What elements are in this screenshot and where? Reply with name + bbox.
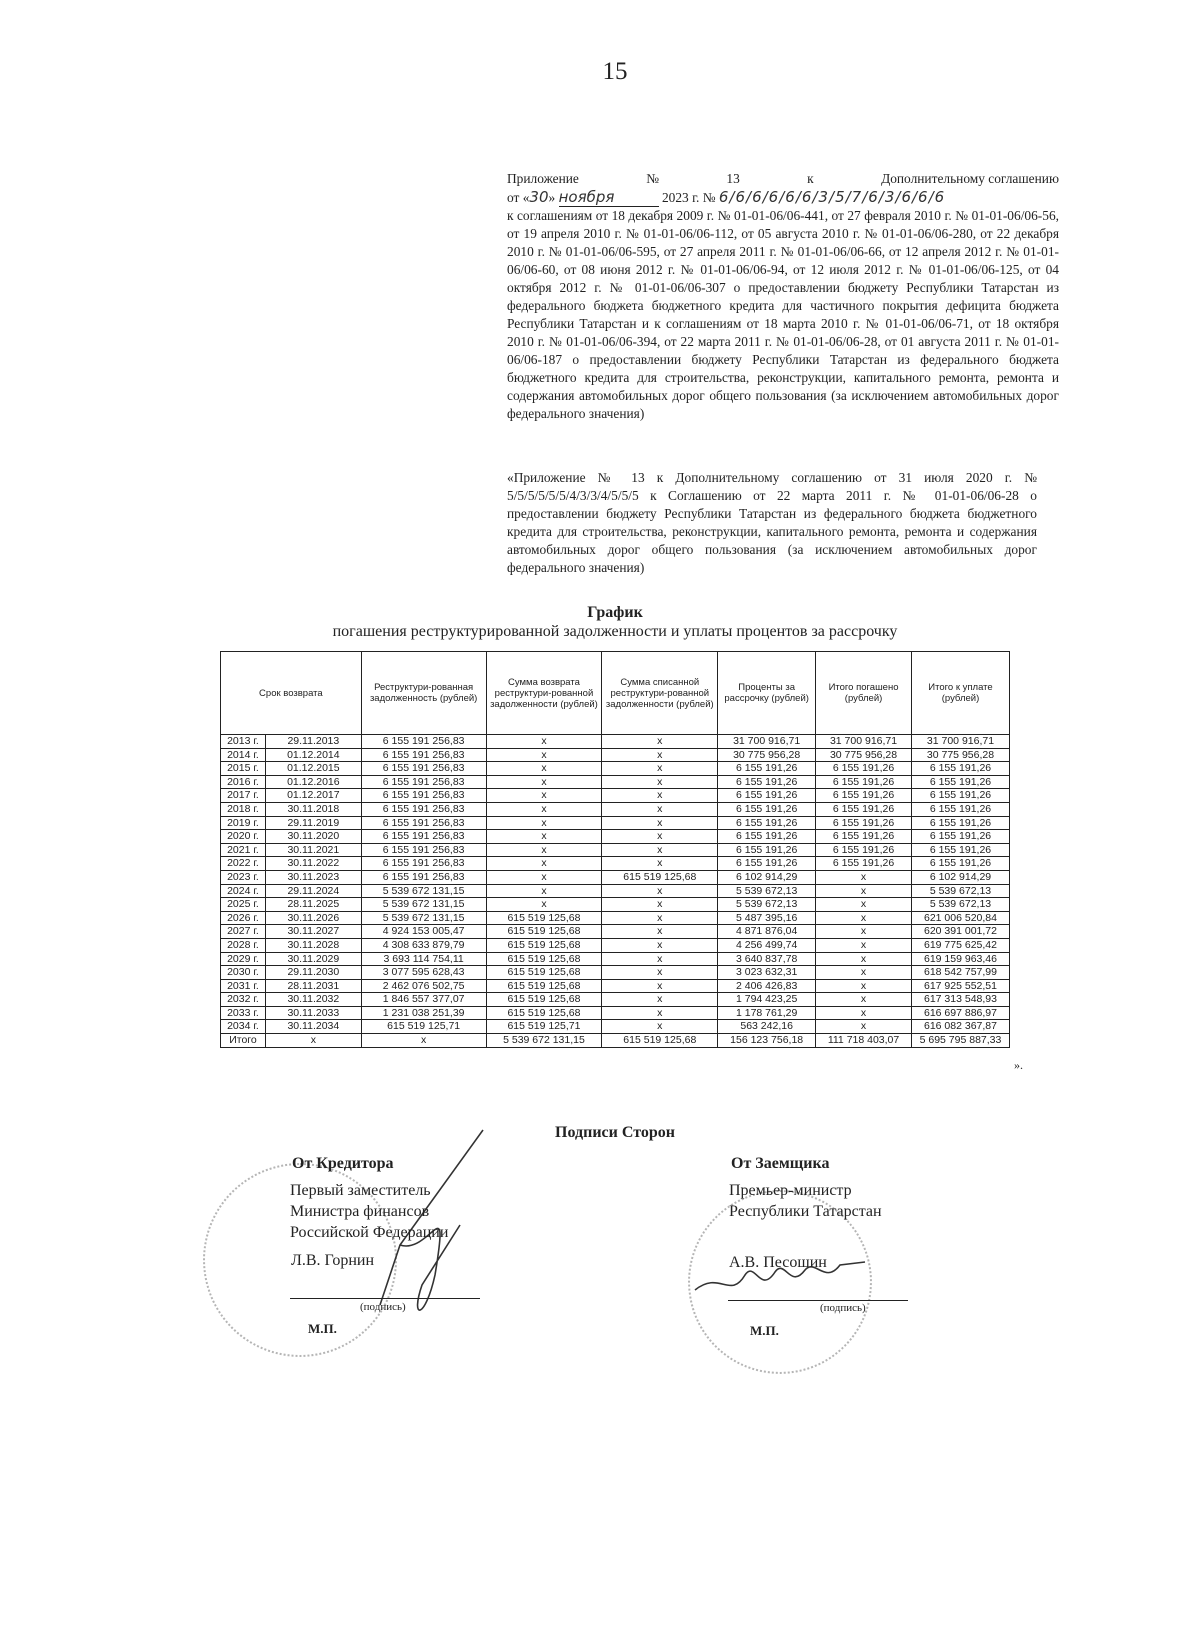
table-row: [221, 775, 1010, 789]
restructured-debt-cell: 4 924 153 005,47: [361, 925, 486, 939]
year-cell: 2020 г.: [221, 830, 266, 844]
interest-cell: 6 155 191,26: [718, 857, 816, 871]
interest-cell: 6 155 191,26: [718, 843, 816, 857]
restructured-debt-cell: 3 077 595 628,43: [361, 966, 486, 980]
creditor-stamp-mark: М.П.: [308, 1321, 337, 1336]
total-repaid-cell: 6 155 191,26: [816, 816, 912, 830]
interest-cell: 4 256 499,74: [718, 938, 816, 952]
written-off-cell: 615 519 125,68: [602, 870, 718, 884]
repayment-cell: х: [486, 802, 602, 816]
due-date-cell: 30.11.2032: [265, 993, 361, 1007]
page-number: 15: [602, 58, 628, 85]
total-repaid-cell: 6 155 191,26: [816, 843, 912, 857]
schedule-title: График: [587, 604, 643, 621]
annex-date-close: »: [548, 190, 556, 205]
repayment-cell: 615 519 125,68: [486, 993, 602, 1007]
restructured-debt-cell: 1 846 557 377,07: [361, 993, 486, 1007]
restructured-debt-cell: 6 155 191 256,83: [361, 857, 486, 871]
repayment-cell: х: [486, 870, 602, 884]
year-cell: 2023 г.: [221, 870, 266, 884]
annex-year: 2023 г. №: [661, 190, 716, 205]
total-repaid-cell: х: [816, 993, 912, 1007]
year-cell: 2025 г.: [221, 898, 266, 912]
interest-cell: 6 102 914,29: [718, 870, 816, 884]
annex-month-handwritten: ноября: [559, 188, 659, 207]
year-cell: 2016 г.: [221, 775, 266, 789]
total-payable-cell: 6 155 191,26: [911, 775, 1009, 789]
table-row: [221, 789, 1010, 803]
total-payable-cell: 620 391 001,72: [911, 925, 1009, 939]
restructured-debt-cell: 6 155 191 256,83: [361, 735, 486, 749]
borrower-heading: От Заемщика: [731, 1155, 830, 1172]
written-off-cell: х: [602, 1006, 718, 1020]
total-payable-cell: 6 155 191,26: [911, 843, 1009, 857]
interest-cell: 6 155 191,26: [718, 830, 816, 844]
due-date-cell: 29.11.2013: [265, 735, 361, 749]
borrower-stamp-mark: М.П.: [750, 1323, 779, 1338]
total-payable-cell: 6 155 191,26: [911, 857, 1009, 871]
restructured-debt-cell: 6 155 191 256,83: [361, 789, 486, 803]
due-date-cell: 29.11.2019: [265, 816, 361, 830]
total-payable-cell: 6 155 191,26: [911, 816, 1009, 830]
due-date-cell: х: [265, 1034, 361, 1048]
due-date-cell: 30.11.2034: [265, 1020, 361, 1034]
year-cell: 2026 г.: [221, 911, 266, 925]
written-off-cell: х: [602, 993, 718, 1007]
total-repaid-cell: х: [816, 938, 912, 952]
interest-cell: 5 539 672,13: [718, 884, 816, 898]
interest-cell: 6 155 191,26: [718, 762, 816, 776]
borrower-signature-line: [728, 1300, 908, 1301]
borrower-position-line-2: Республики Татарстан: [729, 1203, 882, 1220]
restructured-debt-cell: х: [361, 1034, 486, 1048]
annex-date-prefix: от «: [507, 190, 530, 205]
interest-cell: 563 242,16: [718, 1020, 816, 1034]
written-off-cell: х: [602, 816, 718, 830]
total-repaid-cell: х: [816, 1006, 912, 1020]
total-repaid-cell: 30 775 956,28: [816, 748, 912, 762]
total-payable-cell: 6 155 191,26: [911, 789, 1009, 803]
schedule-subtitle: погашения реструктурированной задолженности и уплаты процентов за рассрочку: [332, 623, 898, 640]
due-date-cell: 30.11.2026: [265, 911, 361, 925]
due-date-cell: 30.11.2021: [265, 843, 361, 857]
written-off-cell: х: [602, 857, 718, 871]
restructured-debt-cell: 6 155 191 256,83: [361, 748, 486, 762]
annex-no-sign: №: [646, 171, 660, 186]
total-repaid-cell: х: [816, 884, 912, 898]
signatures-title: Подписи Сторон: [555, 1124, 675, 1141]
interest-cell: 6 155 191,26: [718, 775, 816, 789]
due-date-cell: 01.12.2014: [265, 748, 361, 762]
creditor-position-line-1: Первый заместитель: [290, 1182, 431, 1199]
repayment-cell: 615 519 125,68: [486, 979, 602, 993]
quote-close: ».: [1014, 1058, 1023, 1072]
interest-cell: 3 023 632,31: [718, 966, 816, 980]
restructured-debt-cell: 6 155 191 256,83: [361, 843, 486, 857]
total-repaid-cell: х: [816, 870, 912, 884]
table-row: [221, 843, 1010, 857]
written-off-cell: х: [602, 1020, 718, 1034]
written-off-cell: х: [602, 911, 718, 925]
restructured-debt-cell: 6 155 191 256,83: [361, 775, 486, 789]
repayment-cell: х: [486, 816, 602, 830]
table-row: [221, 993, 1010, 1007]
annex-body: к соглашениям от 18 декабря 2009 г. № 01-01-06/06-441, от 27 февраля 2010 г. № 01-01-06/06-56, от 19 апреля 2010 г. № 01-01-06/06-112, от 05 августа 2010 г. № 01-01-06/06-280, от 22 декабря 2010 г. № 01-01-06/06-595, от 27 апреля 2011 г. № 01-01-06/06-66, от 12 апреля 2012 г. № 01-01-06/06-60, от 08 июня 2012 г. № 01-01-06/06-94, от 12 июля 2012 г. № 01-01-06/06-125, от 04 октября 2012 г. № 01-01-06/06-307 о предоставлении бюджету Республики Татарстан из федерального бюджета бюджетного кредита для частичного покрытия дефицита бюджета Республики Татарстан и к соглашениям от 18 марта 2010 г. № 01-01-06/06-71, от 18 октября 2010 г. № 01-01-06/06-394, от 22 марта 2011 г. № 01-01-06/06-28, от 01 августа 2011 г. № 01-01-06/06-187 о предоставлении бюджету Республики Татарстан из федерального бюджета бюджетного кредита для строительства, реконструкции, капитального ремонта, ремонта и содержания автомобильных дорог общего пользования (за исключением автомобильных дорог федерального значения): [507, 208, 1059, 421]
repayment-cell: х: [486, 789, 602, 803]
total-repaid-cell: 6 155 191,26: [816, 762, 912, 776]
table-row: [221, 884, 1010, 898]
header-repayment-amount: Сумма возврата реструктури-рованной задолженности (рублей): [486, 652, 602, 735]
schedule-table: [220, 651, 1010, 1048]
total-payable-cell: 619 159 963,46: [911, 952, 1009, 966]
repayment-cell: х: [486, 843, 602, 857]
written-off-cell: х: [602, 775, 718, 789]
header-due-date: Срок возврата: [221, 652, 362, 735]
due-date-cell: 01.12.2016: [265, 775, 361, 789]
total-repaid-cell: 6 155 191,26: [816, 775, 912, 789]
interest-cell: 1 178 761,29: [718, 1006, 816, 1020]
total-repaid-cell: 6 155 191,26: [816, 830, 912, 844]
creditor-signature-caption: (подпись): [360, 1301, 406, 1313]
interest-cell: 156 123 756,18: [718, 1034, 816, 1048]
repayment-cell: х: [486, 762, 602, 776]
year-cell: 2031 г.: [221, 979, 266, 993]
total-payable-cell: 31 700 916,71: [911, 735, 1009, 749]
interest-cell: 1 794 423,25: [718, 993, 816, 1007]
table-row: [221, 762, 1010, 776]
total-payable-cell: 617 313 548,93: [911, 993, 1009, 1007]
total-repaid-cell: х: [816, 952, 912, 966]
written-off-cell: х: [602, 938, 718, 952]
repayment-cell: 5 539 672 131,15: [486, 1034, 602, 1048]
annex-to: к: [807, 171, 814, 186]
repayment-cell: х: [486, 884, 602, 898]
restructured-debt-cell: 1 231 038 251,39: [361, 1006, 486, 1020]
due-date-cell: 30.11.2020: [265, 830, 361, 844]
header-interest: Проценты за рассрочку (рублей): [718, 652, 816, 735]
total-repaid-cell: х: [816, 925, 912, 939]
written-off-cell: х: [602, 843, 718, 857]
table-row: [221, 735, 1010, 749]
annex-line-2: [507, 188, 1059, 207]
interest-cell: 3 640 837,78: [718, 952, 816, 966]
due-date-cell: 29.11.2030: [265, 966, 361, 980]
header-written-off-amount: Сумма списанной реструктури-рованной задолженности (рублей): [602, 652, 718, 735]
total-repaid-cell: х: [816, 1020, 912, 1034]
table-row: [221, 898, 1010, 912]
annex-doc-number-handwritten: 6/6/6/6/6/6/3/5/7/6/3/6/6/6: [718, 188, 946, 206]
year-cell: 2029 г.: [221, 952, 266, 966]
borrower-position-line-1: Премьер-министр: [729, 1182, 852, 1199]
total-payable-cell: 5 539 672,13: [911, 898, 1009, 912]
total-payable-cell: 6 155 191,26: [911, 830, 1009, 844]
total-repaid-cell: 6 155 191,26: [816, 857, 912, 871]
total-payable-cell: 618 542 757,99: [911, 966, 1009, 980]
table-row: [221, 816, 1010, 830]
total-repaid-cell: 31 700 916,71: [816, 735, 912, 749]
restructured-debt-cell: 6 155 191 256,83: [361, 816, 486, 830]
written-off-cell: х: [602, 748, 718, 762]
repayment-cell: 615 519 125,68: [486, 952, 602, 966]
header-total-repaid: Итого погашено (рублей): [816, 652, 912, 735]
repayment-cell: х: [486, 857, 602, 871]
restructured-debt-cell: 3 693 114 754,11: [361, 952, 486, 966]
restructured-debt-cell: 6 155 191 256,83: [361, 802, 486, 816]
year-cell: 2030 г.: [221, 966, 266, 980]
year-cell: 2034 г.: [221, 1020, 266, 1034]
total-payable-cell: 619 775 625,42: [911, 938, 1009, 952]
total-payable-cell: 5 695 795 887,33: [911, 1034, 1009, 1048]
due-date-cell: 30.11.2023: [265, 870, 361, 884]
header-restructured-debt: Реструктури-рованная задолженность (рублей): [361, 652, 486, 735]
repayment-cell: х: [486, 898, 602, 912]
table-row: [221, 1020, 1010, 1034]
total-repaid-cell: 6 155 191,26: [816, 789, 912, 803]
total-repaid-cell: 6 155 191,26: [816, 802, 912, 816]
interest-cell: 4 871 876,04: [718, 925, 816, 939]
total-payable-cell: 5 539 672,13: [911, 884, 1009, 898]
year-cell: 2013 г.: [221, 735, 266, 749]
year-cell: 2033 г.: [221, 1006, 266, 1020]
interest-cell: 5 487 395,16: [718, 911, 816, 925]
written-off-cell: х: [602, 735, 718, 749]
written-off-cell: х: [602, 884, 718, 898]
annex-quote: «Приложение № 13 к Дополнительному соглашению от 31 июля 2020 г. № 5/5/5/5/5/5/4/3/3/4/5/5/5 к Соглашению от 22 марта 2011 г. № 01-01-06/06-28 о предоставлении бюджету Республики Татарстан из федерального бюджета бюджетного кредита для строительства, реконструкции, капитального ремонта, ремонта и содержания автомобильных дорог общего пользования (за исключением автомобильных дорог федерального значения): [507, 470, 1037, 575]
restructured-debt-cell: 6 155 191 256,83: [361, 762, 486, 776]
borrower-signature-caption: (подпись): [820, 1302, 866, 1314]
due-date-cell: 30.11.2027: [265, 925, 361, 939]
creditor-signature-line: [290, 1298, 480, 1299]
year-cell: 2017 г.: [221, 789, 266, 803]
total-payable-cell: 30 775 956,28: [911, 748, 1009, 762]
total-payable-cell: 617 925 552,51: [911, 979, 1009, 993]
due-date-cell: 29.11.2024: [265, 884, 361, 898]
repayment-cell: 615 519 125,68: [486, 925, 602, 939]
creditor-position: [290, 1180, 448, 1243]
table-row: [221, 1006, 1010, 1020]
table-row: [221, 802, 1010, 816]
repayment-cell: 615 519 125,71: [486, 1020, 602, 1034]
year-cell: 2015 г.: [221, 762, 266, 776]
header-total-payable: Итого к уплате (рублей): [911, 652, 1009, 735]
restructured-debt-cell: 5 539 672 131,15: [361, 911, 486, 925]
interest-cell: 6 155 191,26: [718, 816, 816, 830]
repayment-cell: 615 519 125,68: [486, 938, 602, 952]
year-cell: 2024 г.: [221, 884, 266, 898]
due-date-cell: 30.11.2022: [265, 857, 361, 871]
interest-cell: 5 539 672,13: [718, 898, 816, 912]
due-date-cell: 01.12.2017: [265, 789, 361, 803]
table-row: [221, 952, 1010, 966]
annex-line-1: [507, 170, 1059, 188]
written-off-cell: х: [602, 762, 718, 776]
due-date-cell: 30.11.2033: [265, 1006, 361, 1020]
interest-cell: 2 406 426,83: [718, 979, 816, 993]
written-off-cell: х: [602, 925, 718, 939]
repayment-cell: х: [486, 830, 602, 844]
annex-label: Приложение: [507, 171, 579, 186]
interest-cell: 31 700 916,71: [718, 735, 816, 749]
year-cell: 2018 г.: [221, 802, 266, 816]
table-row: [221, 911, 1010, 925]
interest-cell: 6 155 191,26: [718, 802, 816, 816]
creditor-position-line-3: Российской Федерации: [290, 1224, 449, 1241]
due-date-cell: 28.11.2025: [265, 898, 361, 912]
table-row: [221, 979, 1010, 993]
table-row: [221, 938, 1010, 952]
creditor-position-line-2: Министра финансов: [290, 1203, 430, 1220]
due-date-cell: 01.12.2015: [265, 762, 361, 776]
schedule-table-body: [221, 735, 1010, 1048]
table-row: [221, 925, 1010, 939]
total-repaid-cell: х: [816, 898, 912, 912]
repayment-cell: х: [486, 748, 602, 762]
table-row: [221, 857, 1010, 871]
restructured-debt-cell: 615 519 125,71: [361, 1020, 486, 1034]
total-payable-cell: 6 155 191,26: [911, 802, 1009, 816]
total-payable-cell: 621 006 520,84: [911, 911, 1009, 925]
written-off-cell: х: [602, 898, 718, 912]
written-off-cell: 615 519 125,68: [602, 1034, 718, 1048]
interest-cell: 30 775 956,28: [718, 748, 816, 762]
table-row: [221, 966, 1010, 980]
interest-cell: 6 155 191,26: [718, 789, 816, 803]
total-payable-cell: 6 155 191,26: [911, 762, 1009, 776]
table-row: [221, 830, 1010, 844]
restructured-debt-cell: 4 308 633 879,79: [361, 938, 486, 952]
annex-number: 13: [726, 171, 740, 186]
written-off-cell: х: [602, 966, 718, 980]
repayment-cell: х: [486, 775, 602, 789]
year-cell: 2032 г.: [221, 993, 266, 1007]
table-row: [221, 1034, 1010, 1048]
written-off-cell: х: [602, 952, 718, 966]
repayment-cell: х: [486, 735, 602, 749]
repayment-cell: 615 519 125,68: [486, 1006, 602, 1020]
annex-day-handwritten: 30: [529, 188, 549, 206]
creditor-block: [292, 1155, 502, 1173]
borrower-name: А.В. Песошин: [729, 1254, 827, 1271]
repayment-cell: 615 519 125,68: [486, 966, 602, 980]
table-row: [221, 748, 1010, 762]
written-off-cell: х: [602, 830, 718, 844]
annex-reference: [507, 170, 1059, 423]
creditor-heading: От Кредитора: [292, 1155, 394, 1172]
year-cell: Итого: [221, 1034, 266, 1048]
due-date-cell: 30.11.2029: [265, 952, 361, 966]
restructured-debt-cell: 2 462 076 502,75: [361, 979, 486, 993]
table-row: [221, 870, 1010, 884]
total-repaid-cell: х: [816, 966, 912, 980]
restructured-debt-cell: 5 539 672 131,15: [361, 898, 486, 912]
borrower-position: [729, 1180, 882, 1222]
written-off-cell: х: [602, 802, 718, 816]
year-cell: 2022 г.: [221, 857, 266, 871]
total-repaid-cell: 111 718 403,07: [816, 1034, 912, 1048]
restructured-debt-cell: 6 155 191 256,83: [361, 870, 486, 884]
written-off-cell: х: [602, 979, 718, 993]
due-date-cell: 30.11.2018: [265, 802, 361, 816]
annex-doc-type: Дополнительному соглашению: [881, 171, 1059, 186]
year-cell: 2021 г.: [221, 843, 266, 857]
repayment-cell: 615 519 125,68: [486, 911, 602, 925]
restructured-debt-cell: 5 539 672 131,15: [361, 884, 486, 898]
year-cell: 2027 г.: [221, 925, 266, 939]
due-date-cell: 28.11.2031: [265, 979, 361, 993]
written-off-cell: х: [602, 789, 718, 803]
year-cell: 2019 г.: [221, 816, 266, 830]
year-cell: 2014 г.: [221, 748, 266, 762]
due-date-cell: 30.11.2028: [265, 938, 361, 952]
year-cell: 2028 г.: [221, 938, 266, 952]
total-payable-cell: 616 697 886,97: [911, 1006, 1009, 1020]
table-header-row: [221, 652, 1010, 735]
restructured-debt-cell: 6 155 191 256,83: [361, 830, 486, 844]
total-repaid-cell: х: [816, 979, 912, 993]
total-payable-cell: 616 082 367,87: [911, 1020, 1009, 1034]
creditor-name: Л.В. Горнин: [291, 1252, 375, 1269]
total-payable-cell: 6 102 914,29: [911, 870, 1009, 884]
total-repaid-cell: х: [816, 911, 912, 925]
